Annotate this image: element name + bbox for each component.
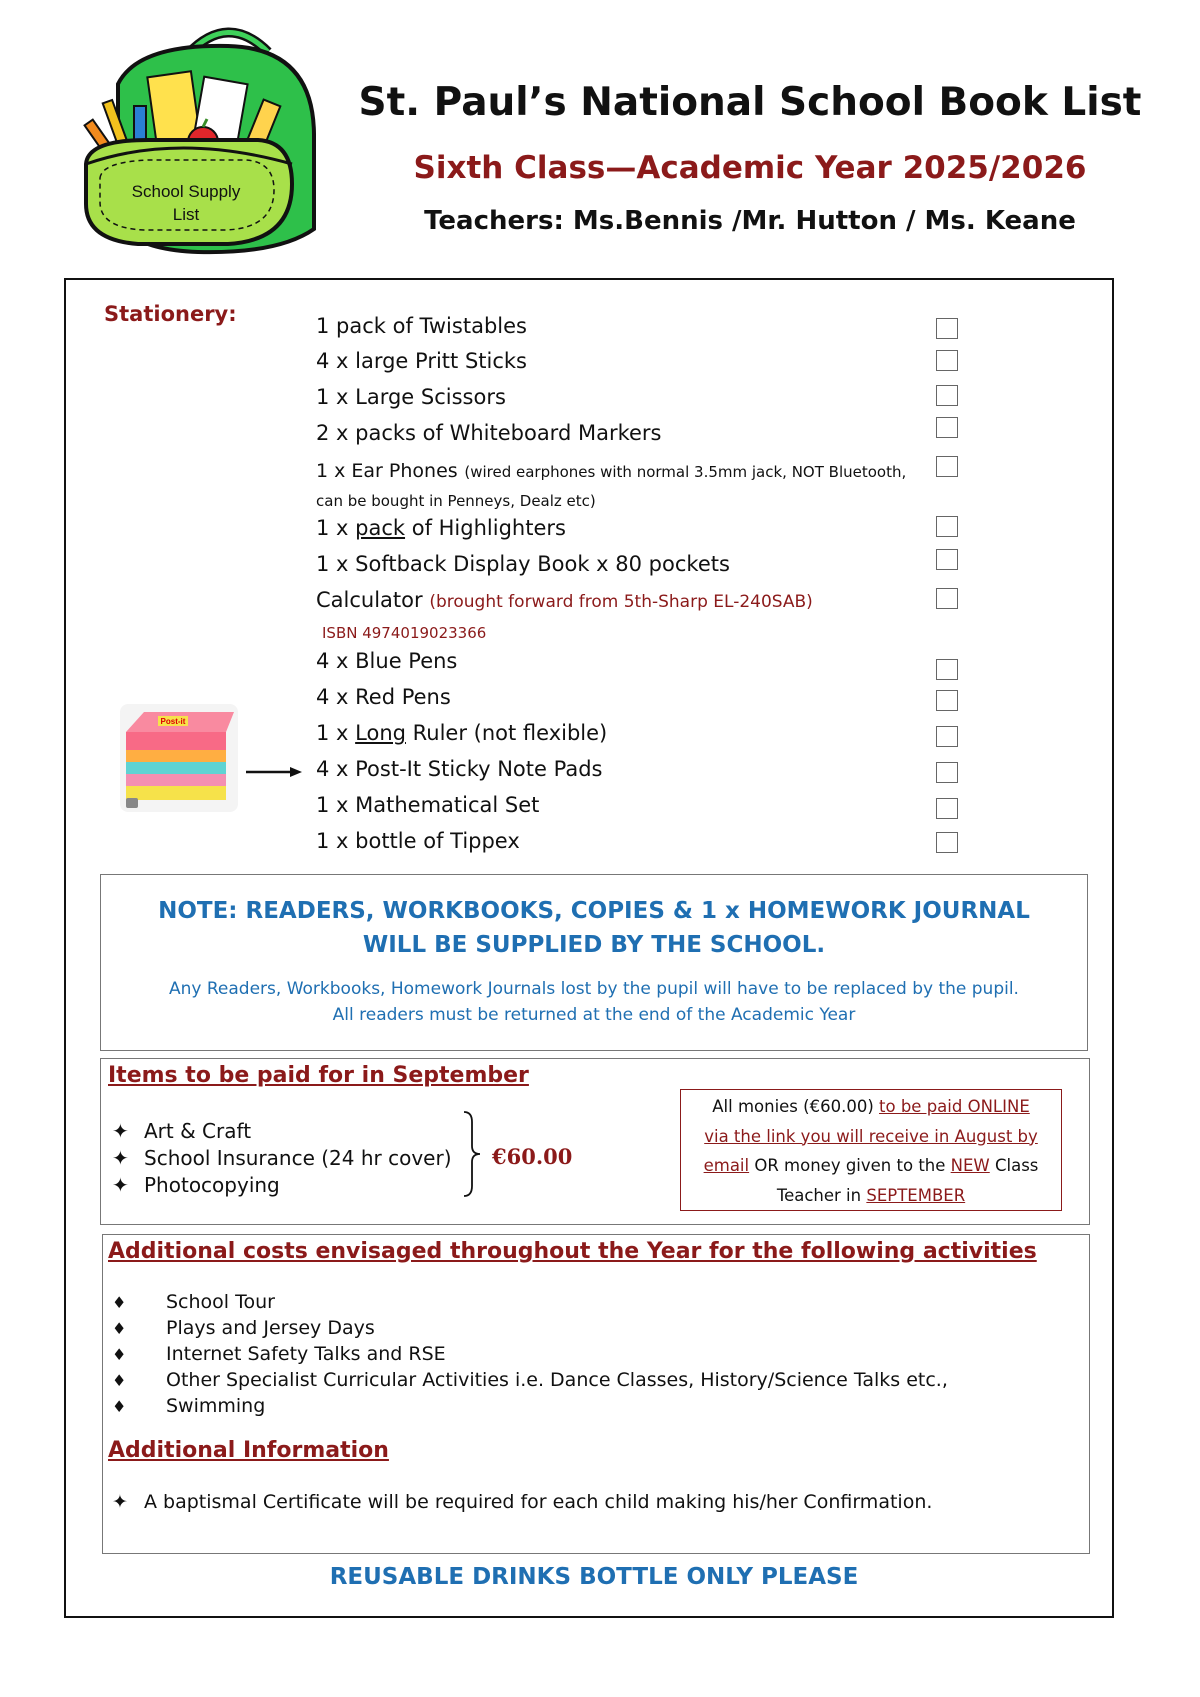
- list-item: 1 x Large Scissors: [316, 385, 506, 409]
- sticky-notes-image: [118, 702, 240, 814]
- list-item: 1 x Mathematical Set: [316, 793, 540, 817]
- checkbox[interactable]: [936, 762, 958, 783]
- arrow-right-icon: [246, 766, 302, 778]
- logo-text-1: School Supply: [131, 182, 241, 201]
- text: of Highlighters: [405, 516, 566, 540]
- payment-item-label: School Insurance (24 hr cover): [144, 1146, 452, 1170]
- postit-brand-label: Post-it: [160, 717, 186, 726]
- drinks-notice: REUSABLE DRINKS BOTTLE ONLY PLEASE: [329, 1564, 859, 1590]
- list-item: [316, 458, 906, 482]
- diamond-bullet-icon: ♦: [112, 1397, 127, 1416]
- payment-total: €60.00: [492, 1144, 573, 1169]
- class-year: Sixth Class—Academic Year 2025/2026: [413, 150, 1087, 186]
- list-item: 1 x Softback Display Book x 80 pockets: [316, 552, 730, 576]
- activity-label: Internet Safety Talks and RSE: [166, 1343, 446, 1365]
- text: All monies (€60.00): [712, 1097, 880, 1116]
- text-underlined: Long: [355, 721, 406, 745]
- payment-item: [112, 1146, 452, 1170]
- activity-item: [112, 1395, 265, 1417]
- text: 1 x: [316, 721, 356, 745]
- activity-item: [112, 1291, 275, 1313]
- additional-info-heading: Additional Information: [108, 1438, 389, 1463]
- note-line-2: WILL BE SUPPLIED BY THE SCHOOL.: [362, 932, 826, 958]
- note-line-4: All readers must be returned at the end of the Academic Year: [332, 1005, 856, 1025]
- text-underlined: via the link you will receive in August by: [704, 1126, 1038, 1146]
- earphones-note-2: can be bought in Penneys, Dealz etc): [316, 492, 596, 510]
- diamond-bullet-icon: ♦: [112, 1345, 127, 1364]
- text: Ruler (not flexible): [405, 721, 608, 745]
- checkbox[interactable]: [936, 588, 958, 609]
- earphones-text: 1 x Ear Phones: [316, 460, 458, 482]
- checkbox[interactable]: [936, 832, 958, 853]
- activity-label: Swimming: [166, 1395, 266, 1417]
- calculator-isbn: ISBN 4974019023366: [322, 624, 487, 642]
- payment-item: [112, 1173, 280, 1197]
- star-bullet-icon: ✦: [112, 1491, 128, 1513]
- logo-text-2: List: [172, 205, 200, 224]
- diamond-bullet-icon: ♦: [112, 1293, 127, 1312]
- text: Class: [989, 1156, 1039, 1175]
- activity-label: Other Specialist Curricular Activities i.e. Dance Classes, History/Science Talks etc.,: [166, 1369, 948, 1391]
- payment-item: [112, 1119, 251, 1143]
- checkbox[interactable]: [936, 417, 958, 438]
- payment-heading: Items to be paid for in September: [108, 1063, 529, 1088]
- list-item: 2 x packs of Whiteboard Markers: [316, 421, 662, 445]
- info-item-label: A baptismal Certificate will be required for each child making his/her Confirmation.: [144, 1491, 933, 1513]
- activity-label: Plays and Jersey Days: [166, 1317, 375, 1339]
- list-item: [316, 721, 607, 745]
- activity-item: [112, 1317, 375, 1339]
- checkbox[interactable]: [936, 516, 958, 537]
- activity-item: [112, 1343, 446, 1365]
- star-bullet-icon: ✦: [112, 1119, 129, 1143]
- activity-item: [112, 1369, 948, 1391]
- right-brace-icon: [462, 1110, 484, 1198]
- text-underlined: to be paid ONLINE: [879, 1097, 1030, 1116]
- text: Teacher in: [776, 1185, 867, 1205]
- text-underlined: SEPTEMBER: [866, 1185, 966, 1205]
- calculator-note: (brought forward from 5th-Sharp EL-240SAB): [429, 592, 813, 612]
- list-item: 4 x large Pritt Sticks: [316, 349, 527, 373]
- list-item: 4 x Blue Pens: [316, 649, 458, 673]
- checkbox[interactable]: [936, 456, 958, 477]
- additional-heading: Additional costs envisaged throughout the Year for the following activities: [108, 1239, 1037, 1264]
- payment-item-label: Art & Craft: [144, 1119, 252, 1143]
- checkbox[interactable]: [936, 726, 958, 747]
- checkbox[interactable]: [936, 350, 958, 371]
- payment-instructions: [680, 1089, 1062, 1211]
- checkbox[interactable]: [936, 318, 958, 339]
- list-item: 4 x Red Pens: [316, 685, 451, 709]
- diamond-bullet-icon: ♦: [112, 1371, 127, 1390]
- text: OR money given to the: [749, 1156, 951, 1175]
- list-item: 4 x Post-It Sticky Note Pads: [316, 757, 603, 781]
- teachers: Teachers: Ms.Bennis /Mr. Hutton / Ms. Keane: [424, 206, 1076, 236]
- list-item: 1 pack of Twistables: [316, 314, 527, 338]
- activity-label: School Tour: [166, 1291, 275, 1313]
- page-title: St. Paul’s National School Book List: [358, 80, 1142, 125]
- checkbox[interactable]: [936, 690, 958, 711]
- checkbox[interactable]: [936, 385, 958, 406]
- stationery-label: Stationery:: [104, 302, 237, 326]
- checkbox[interactable]: [936, 798, 958, 819]
- note-line-3: Any Readers, Workbooks, Homework Journals lost by the pupil will have to be replaced by the pupil.: [169, 979, 1019, 999]
- earphones-note: (wired earphones with normal 3.5mm jack, NOT Bluetooth,: [464, 463, 907, 481]
- list-item: [316, 516, 566, 540]
- text: 1 x: [316, 516, 356, 540]
- checkbox[interactable]: [936, 549, 958, 570]
- note-line-1: NOTE: READERS, WORKBOOKS, COPIES & 1 x HOMEWORK JOURNAL: [158, 898, 1030, 924]
- payment-item-label: Photocopying: [144, 1173, 280, 1197]
- list-item: 1 x bottle of Tippex: [316, 829, 520, 853]
- text-underlined: pack: [355, 516, 406, 540]
- text-underlined: NEW: [950, 1156, 990, 1175]
- star-bullet-icon: ✦: [112, 1173, 129, 1197]
- info-item: [112, 1491, 932, 1513]
- text-underlined: email: [703, 1156, 750, 1175]
- list-item: [316, 588, 813, 612]
- diamond-bullet-icon: ♦: [112, 1319, 127, 1338]
- calculator-text: Calculator: [316, 588, 423, 612]
- star-bullet-icon: ✦: [112, 1146, 129, 1170]
- school-bag-illustration: [78, 14, 330, 262]
- checkbox[interactable]: [936, 659, 958, 680]
